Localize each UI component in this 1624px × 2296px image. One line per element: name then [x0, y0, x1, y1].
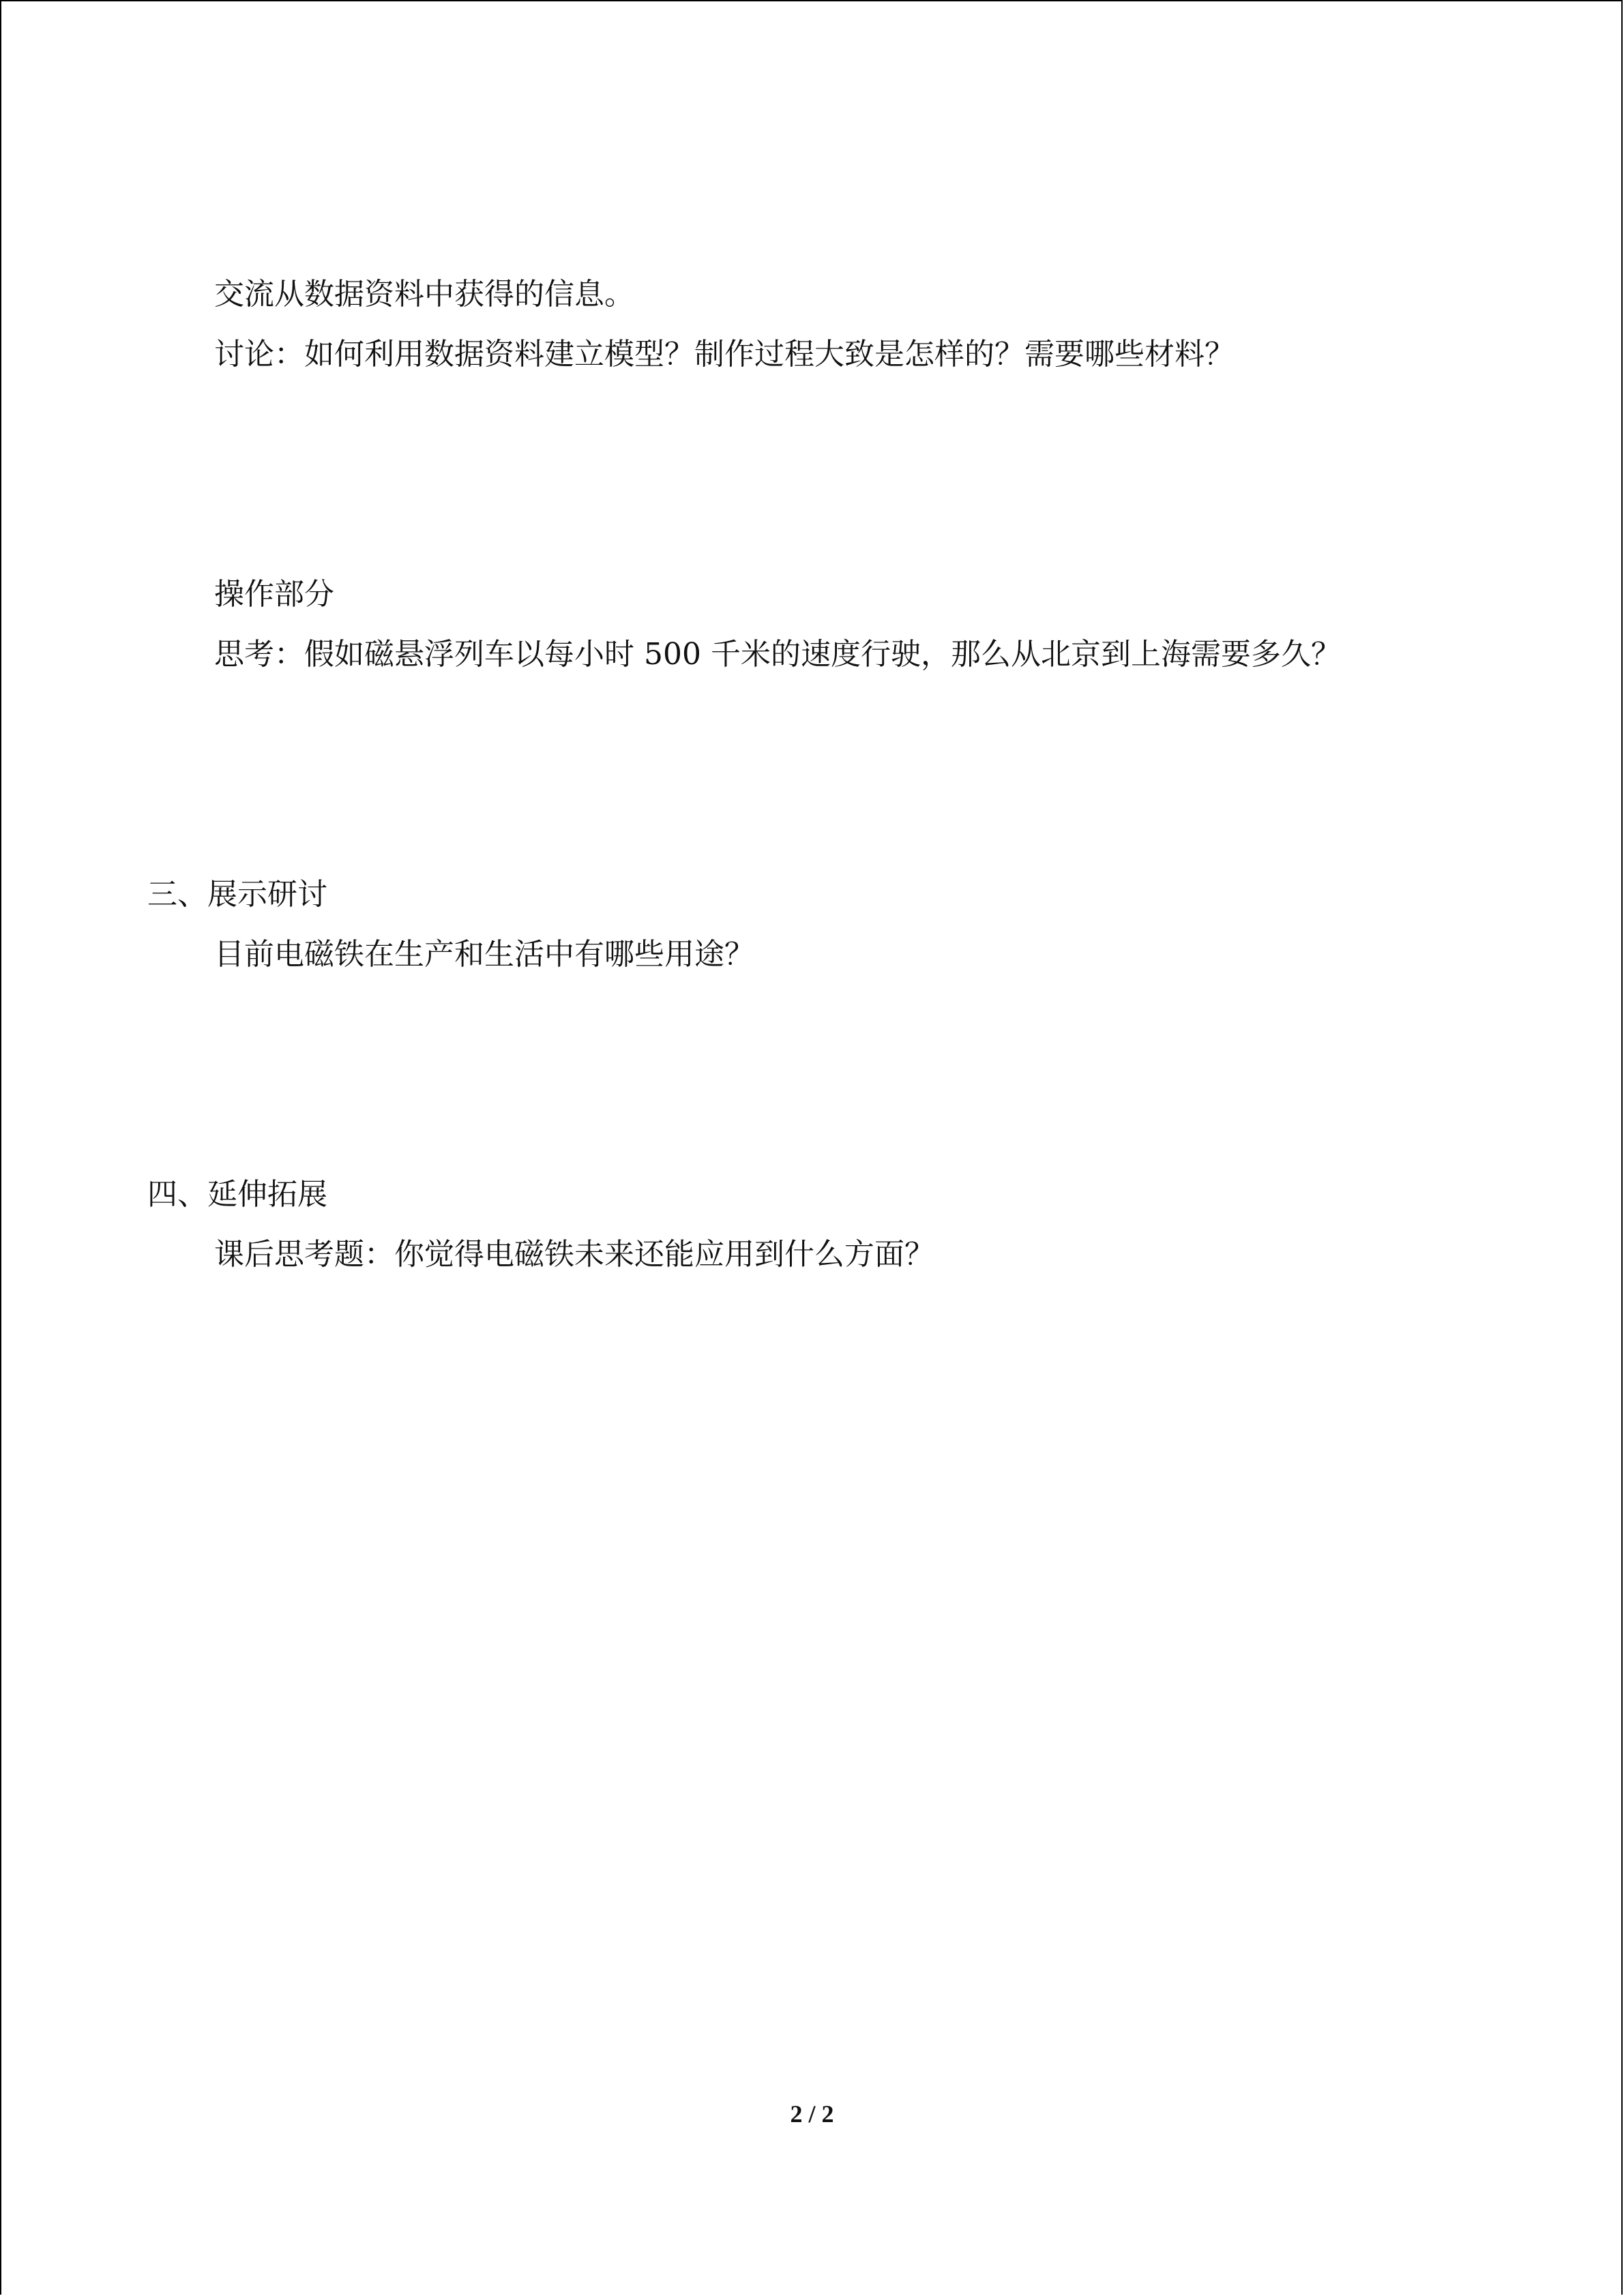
- section-4-heading: 四、延伸拓展: [147, 1177, 327, 1212]
- exchange-info-text: 交流从数据资料中获得的信息。: [214, 277, 634, 312]
- discussion-text: 讨论：如何利用数据资料建立模型？制作过程大致是怎样的？需要哪些材料？: [214, 337, 1235, 372]
- section-3-question: 目前电磁铁在生产和生活中有哪些用途？: [214, 937, 754, 972]
- page-number: 2 / 2: [790, 2100, 834, 2128]
- operation-title: 操作部分: [214, 577, 334, 612]
- thinking-question: 思考：假如磁悬浮列车以每小时 500 千米的速度行驶，那么从北京到上海需要多久？: [214, 637, 1341, 672]
- section-4-question: 课后思考题：你觉得电磁铁未来还能应用到什么方面？: [214, 1237, 934, 1272]
- section-3-heading: 三、展示研讨: [147, 877, 327, 912]
